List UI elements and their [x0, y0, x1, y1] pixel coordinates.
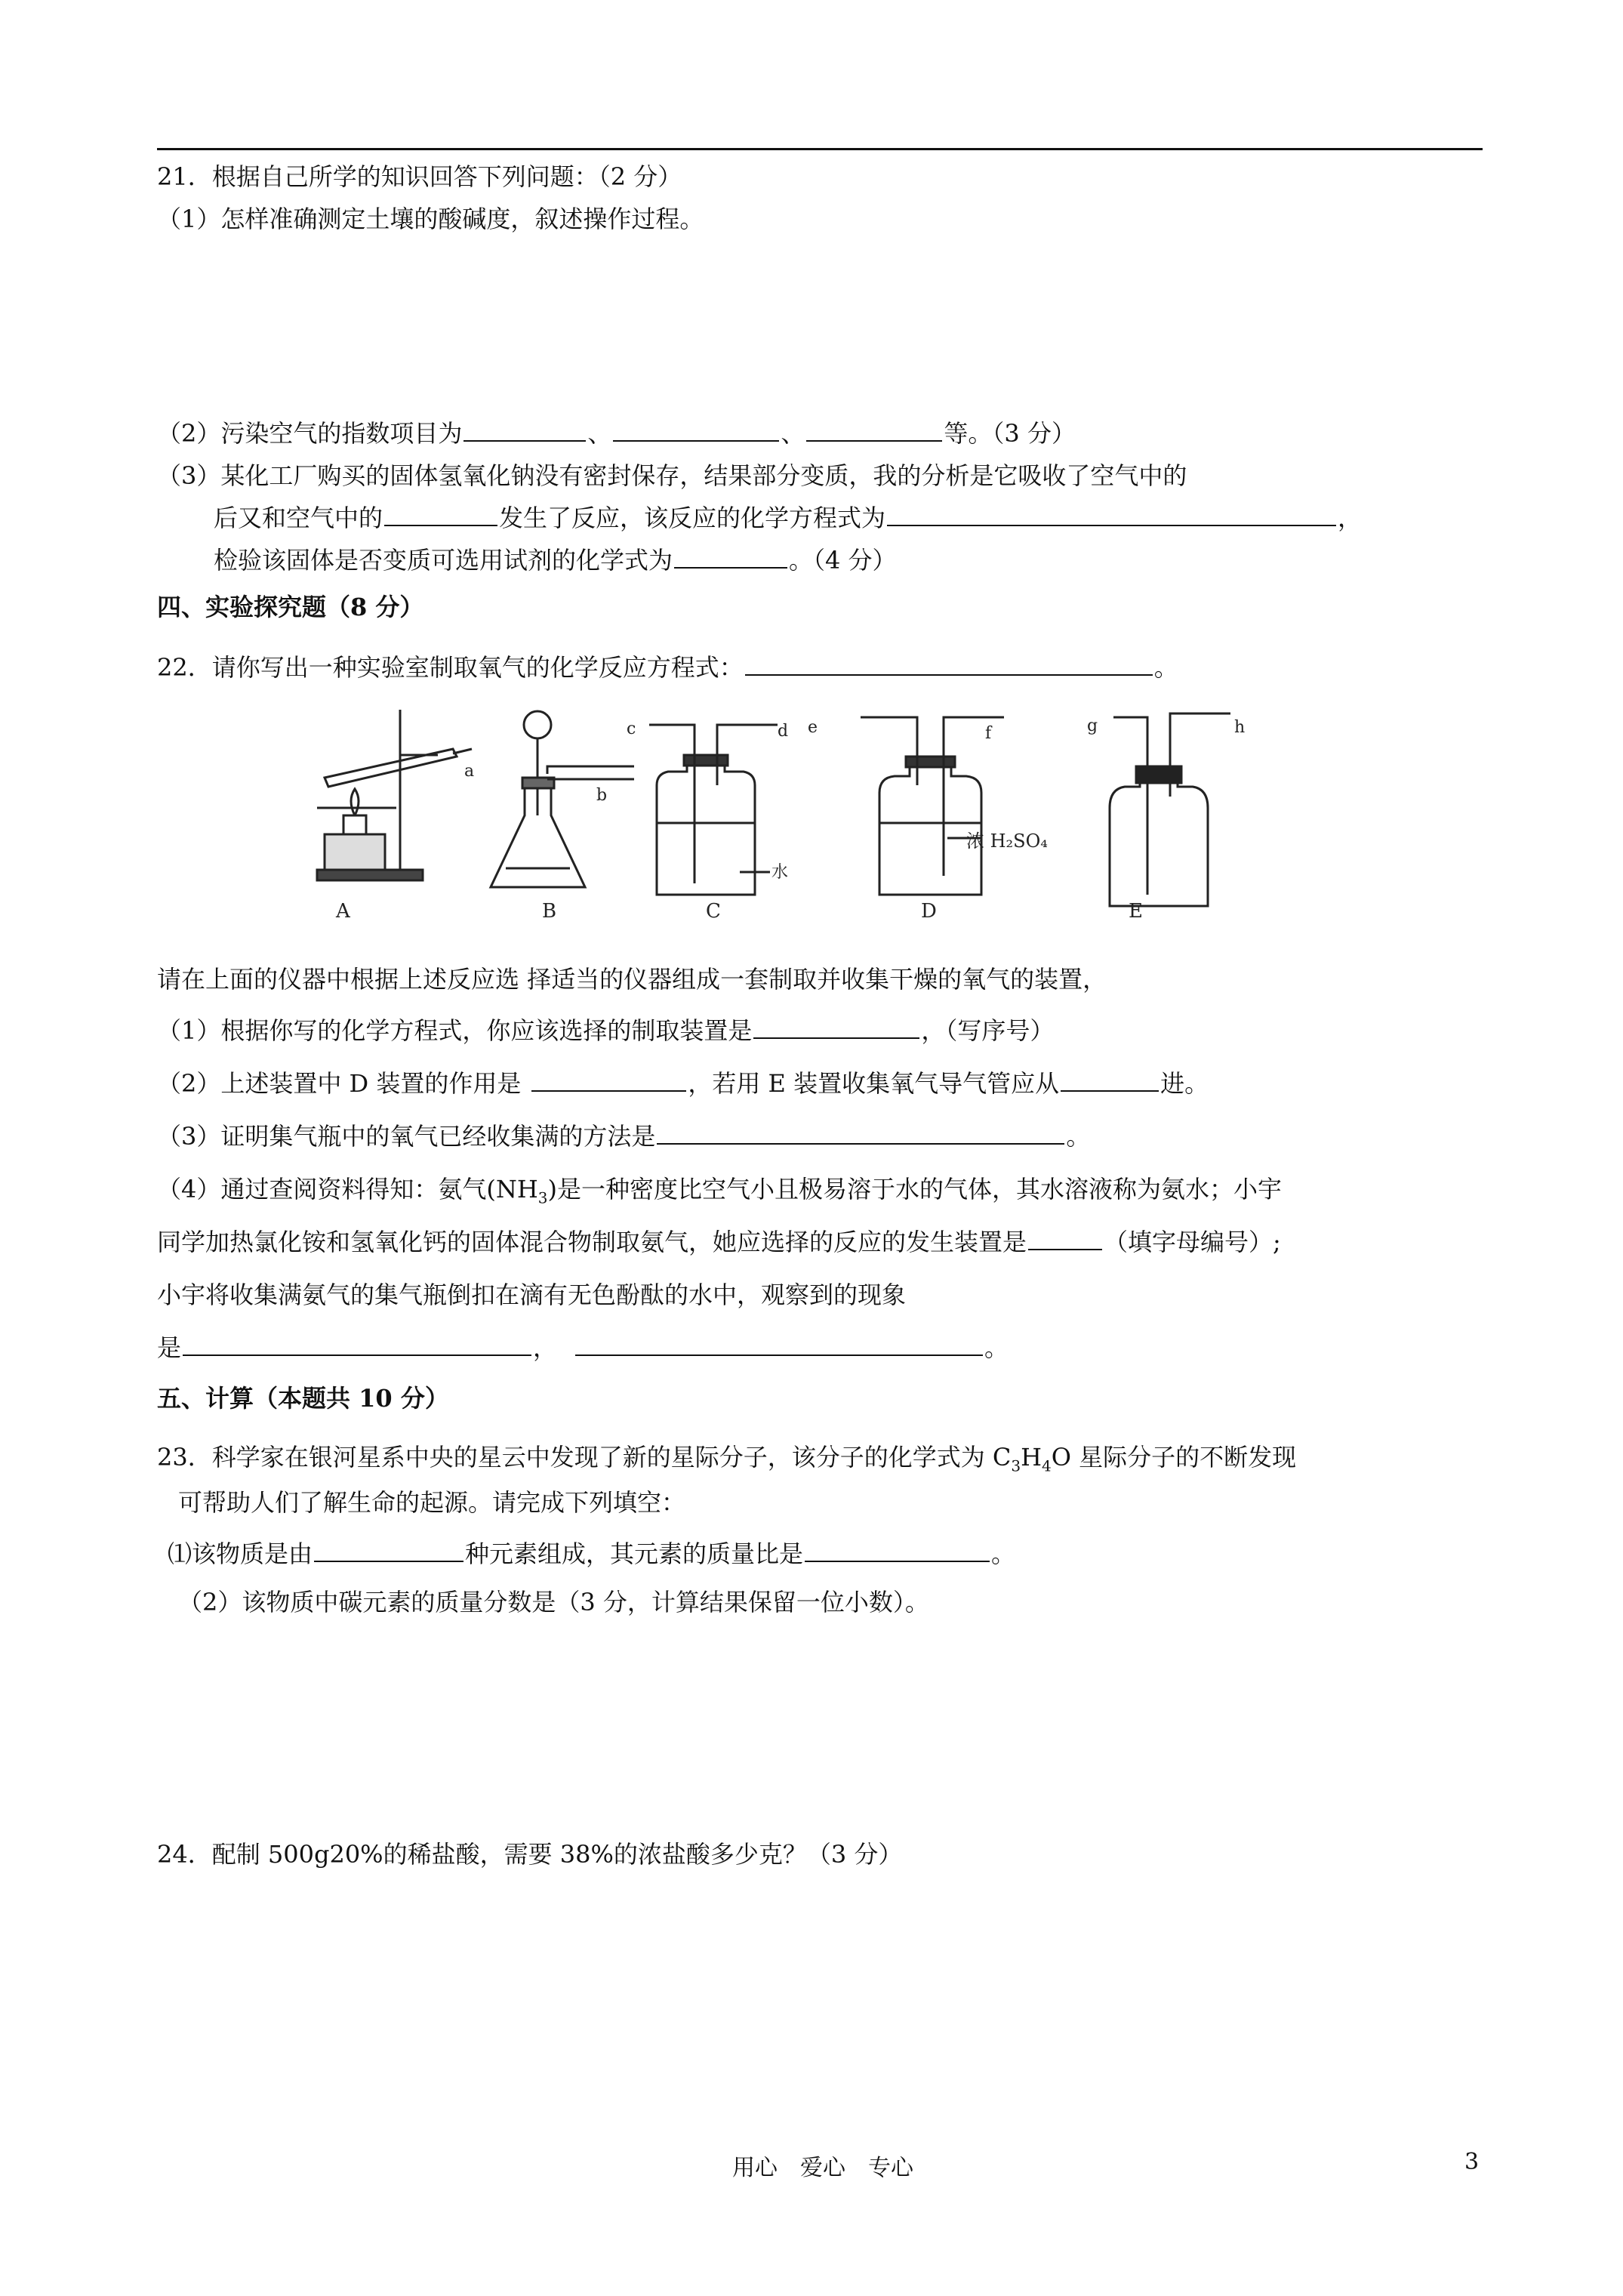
q21-part2-text-a: （2）污染空气的指数项目为: [157, 419, 463, 448]
q22-part1-text-a: （1）根据你写的化学方程式，你应该选择的制取装置是: [157, 1016, 753, 1045]
answer-blank[interactable]: [745, 652, 1153, 676]
q21-part2: [157, 417, 1076, 450]
label-b-apparatus: B: [542, 900, 557, 921]
section5-heading: 五、计算（本题共 10 分）: [157, 1384, 449, 1413]
q22-part4-text-g: 。: [984, 1333, 1009, 1362]
answer-blank[interactable]: [1061, 1068, 1159, 1092]
q22-part4-text-a: （4）通过查阅资料得知：氨气(NH: [157, 1175, 538, 1203]
q21-part3-text-c: ，: [1338, 504, 1363, 532]
q24-text: 24．配制 500g20%的稀盐酸，需要 38%的浓盐酸多少克？（3 分）: [157, 1840, 903, 1869]
q22-part4-line4: [157, 1331, 1009, 1364]
apparatus-figure: [302, 702, 1283, 921]
q22-part4-text-d: （填字母编号）;: [1104, 1228, 1281, 1256]
answer-blank[interactable]: [674, 544, 787, 569]
q21-part3-line2: [214, 501, 1362, 535]
q21-title: 21．根据自己所学的知识回答下列问题：（2 分）: [157, 162, 682, 191]
q21-part3-text-a: 后又和空气中的: [214, 504, 383, 532]
port-label: b: [596, 786, 608, 805]
q22-intro: 请在上面的仪器中根据上述反应选 择适当的仪器组成一套制取并收集干燥的氧气的装置，: [157, 965, 1107, 994]
answer-blank[interactable]: [531, 1068, 686, 1092]
answer-blank[interactable]: [463, 418, 586, 442]
q21-part2-text-b: 等。（3 分）: [944, 419, 1076, 448]
subscript: 3: [1011, 1456, 1021, 1475]
answer-blank[interactable]: [613, 418, 779, 442]
q22-part4-text-f: ，: [533, 1333, 558, 1362]
separator: 、: [587, 419, 612, 448]
q21-part3-text-e: 。（4 分）: [789, 546, 897, 575]
q22-part4-text-c: 同学加热氯化铵和氢氧化钙的固体混合物制取氨气，她应选择的反应的发生装置是: [157, 1228, 1027, 1256]
q22-part3-text-a: （3）证明集气瓶中的氧气已经收集满的方法是: [157, 1122, 656, 1151]
q22-part3-text-b: 。: [1066, 1122, 1091, 1151]
port-label: e: [808, 718, 818, 737]
header-rule: [157, 148, 1483, 150]
apparatus-e: [1110, 713, 1230, 906]
q21-part3-text-d: 检验该固体是否变质可选用试剂的化学式为: [214, 546, 673, 575]
q21-part3-text-b: 发生了反应，该反应的化学方程式为: [499, 504, 886, 532]
q22-part4-line2: [157, 1225, 1281, 1259]
q22-part1: [157, 1014, 1054, 1047]
answer-blank[interactable]: [887, 502, 1336, 526]
answer-blank[interactable]: [806, 418, 942, 442]
apparatus-b: [491, 711, 634, 887]
q22-title-end: 。: [1153, 653, 1178, 682]
subscript: 3: [537, 1188, 548, 1207]
q21-part3-line1: （3）某化工厂购买的固体氢氧化钠没有密封保存，结果部分变质，我的分析是它吸收了空气中的: [157, 461, 1187, 490]
page-number: 3: [1464, 2149, 1480, 2175]
apparatus-c: [649, 725, 778, 895]
section4-heading: 四、实验探究题（8 分）: [157, 593, 424, 621]
answer-blank[interactable]: [183, 1332, 531, 1356]
footer-motto: 用心 爱心 专心: [732, 2155, 913, 2181]
answer-blank[interactable]: [575, 1332, 983, 1356]
port-label: a: [464, 762, 475, 781]
q21-part3-line3: [214, 544, 897, 577]
q22-part2-text-a: （2）上述装置中 D 装置的作用是: [157, 1069, 522, 1098]
port-label: c: [627, 720, 636, 738]
q22-part2: [157, 1067, 1209, 1100]
label-e-apparatus: E: [1129, 900, 1143, 921]
q23-line2: 可帮助人们了解生命的起源。请完成下列填空：: [178, 1488, 686, 1517]
q22-part4-text-e: 是: [157, 1333, 182, 1362]
port-label: h: [1234, 718, 1246, 737]
q22-part2-text-c: 进。: [1160, 1069, 1209, 1098]
q23-part1-text-a: ⑴该物质是由: [168, 1539, 313, 1568]
apparatus-d: [861, 717, 1004, 895]
acid-label: 浓 H₂SO₄: [966, 831, 1048, 852]
q22-part3: [157, 1120, 1090, 1153]
q21-part1: （1）怎样准确测定土壤的酸碱度，叙述操作过程。: [157, 205, 704, 233]
q22-part4-line3: 小宇将收集满氨气的集气瓶倒扣在滴有无色酚酞的水中，观察到的现象: [157, 1281, 907, 1309]
label-a-apparatus: A: [336, 900, 350, 921]
port-label: d: [778, 722, 789, 741]
q22-part1-text-b: ，（写序号）: [921, 1016, 1055, 1045]
port-label: f: [985, 724, 992, 743]
q22-part2-text-b: ，若用 E 装置收集氧气导气管应从: [688, 1069, 1060, 1098]
q22-title-text: 22．请你写出一种实验室制取氧气的化学反应方程式：: [157, 653, 744, 682]
label-d-apparatus: D: [921, 900, 937, 921]
q22-part4-line1: [157, 1173, 1282, 1214]
answer-blank[interactable]: [753, 1015, 919, 1039]
answer-blank[interactable]: [805, 1538, 990, 1562]
q23-line1: [157, 1441, 1296, 1482]
q22-title: [157, 651, 1178, 684]
q23-part2: （2）该物质中碳元素的质量分数是（3 分，计算结果保留一位小数）。: [178, 1588, 929, 1616]
q23-text-a: 23．科学家在银河星系中央的星云中发现了新的星际分子，该分子的化学式为 C: [157, 1443, 1012, 1472]
q23-part1: [168, 1537, 1015, 1570]
port-label: g: [1087, 717, 1098, 735]
label-c-apparatus: C: [706, 900, 721, 921]
q23-text-b: H: [1021, 1443, 1042, 1472]
q23-text-c: O 星际分子的不断发现: [1051, 1443, 1297, 1472]
answer-blank[interactable]: [657, 1120, 1064, 1145]
apparatus-a: [317, 710, 475, 880]
subscript: 4: [1042, 1456, 1052, 1475]
q23-part1-text-c: 。: [991, 1539, 1016, 1568]
answer-blank[interactable]: [314, 1538, 463, 1562]
separator: 、: [781, 419, 805, 448]
water-label: 水: [771, 863, 789, 882]
q22-part4-text-b: )是一种密度比空气小且极易溶于水的气体，其水溶液称为氨水；小宇: [547, 1175, 1282, 1203]
answer-blank[interactable]: [384, 502, 497, 526]
q23-part1-text-b: 种元素组成，其元素的质量比是: [465, 1539, 804, 1568]
answer-blank[interactable]: [1028, 1226, 1102, 1250]
